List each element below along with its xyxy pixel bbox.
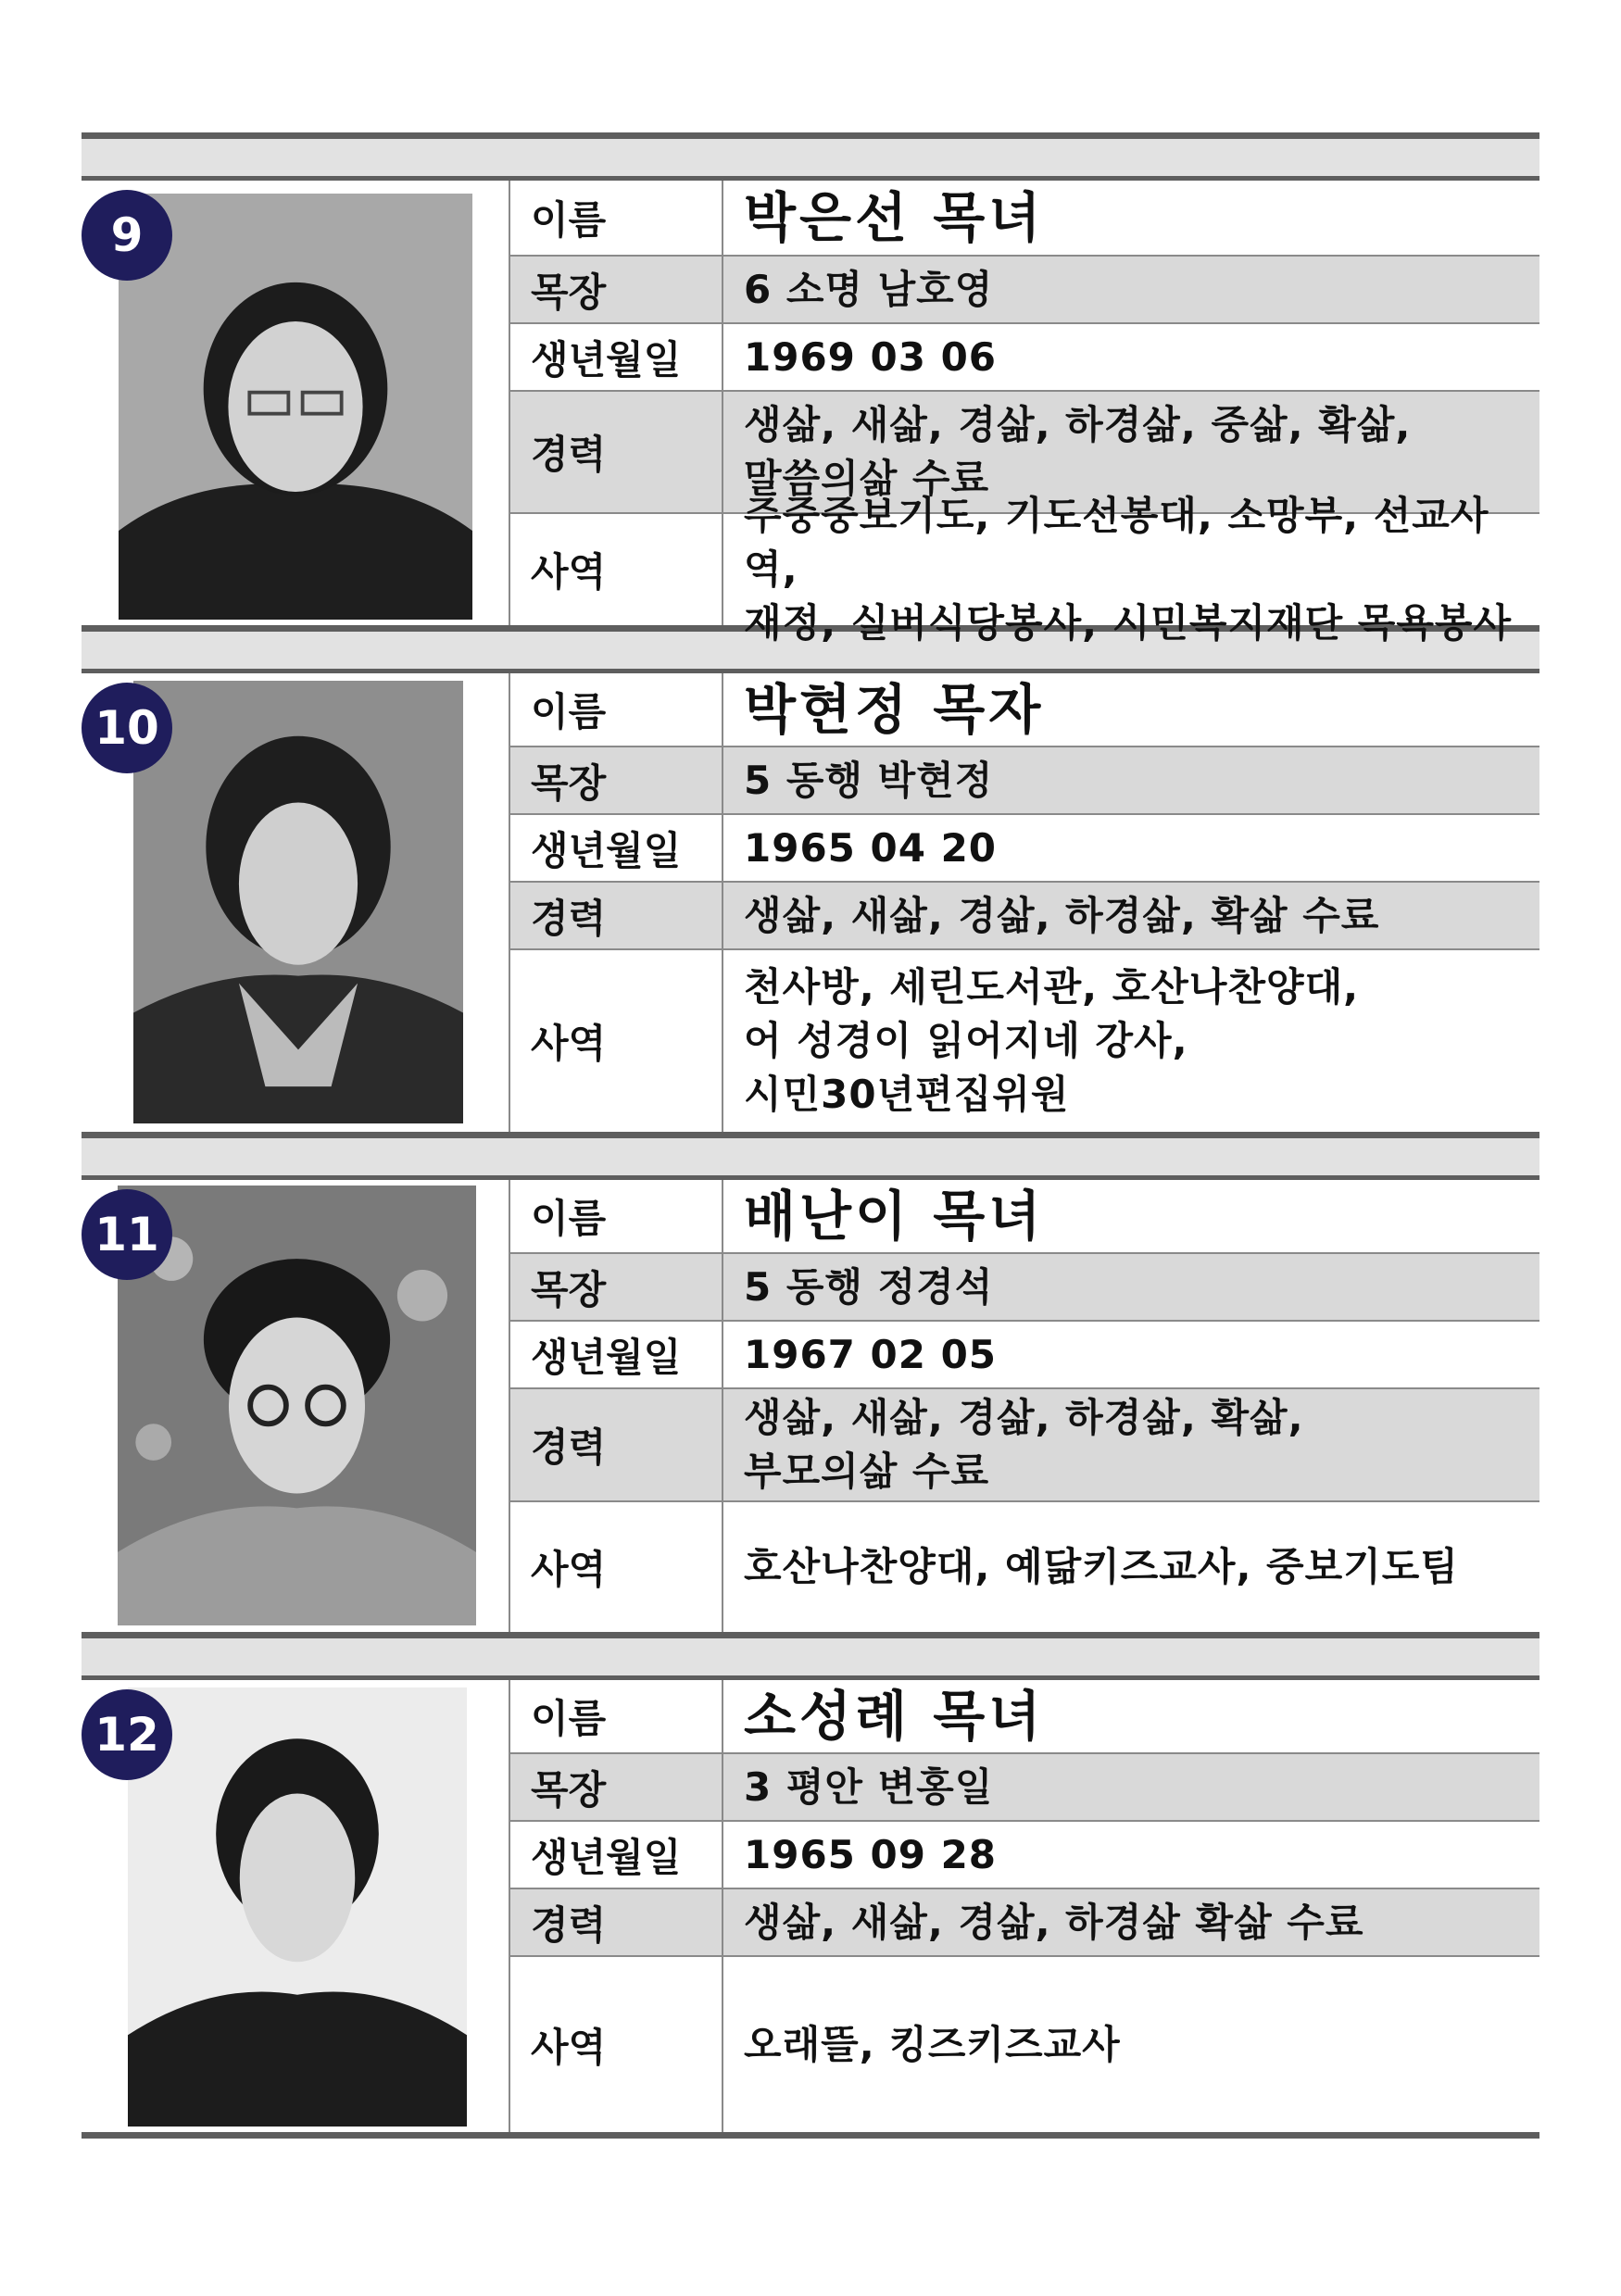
label-mokjang: 목장 [510, 1254, 723, 1320]
row-career [510, 883, 1539, 950]
label-ministry: 사역 [510, 1957, 723, 2132]
row-mokjang [510, 257, 1539, 324]
portrait-photo [119, 194, 472, 620]
label-name: 이름 [510, 1680, 723, 1752]
value-mokjang: 6 소명 남호영 [744, 266, 994, 312]
photo-cell [82, 181, 510, 625]
label-mokjang: 목장 [510, 747, 723, 813]
career-line: 생삶, 새삶, 경삶, 하경삶, 확삶 수료 [744, 892, 1380, 938]
row-ministry [510, 950, 1539, 1132]
label-career: 경력 [510, 1389, 723, 1500]
career-line: 말씀의삶 수료 [744, 456, 990, 501]
value-ministry [723, 1957, 1539, 2132]
label-ministry: 사역 [510, 1502, 723, 1632]
label-birth: 생년월일 [510, 324, 723, 390]
value-name: 소성례 목녀 [744, 1685, 1045, 1748]
row-ministry [510, 1502, 1539, 1632]
info-table [510, 1680, 1539, 2132]
value-name: 박현정 목자 [744, 678, 1045, 741]
ministry-line: 주중중보기도, 기도선봉대, 소망부, 선교사역, [744, 493, 1489, 592]
photo-cell [82, 1180, 510, 1632]
label-career: 경력 [510, 1889, 723, 1955]
value-career [723, 883, 1539, 948]
profile-entry-9 [82, 181, 1539, 646]
label-ministry: 사역 [510, 514, 723, 625]
row-career [510, 1889, 1539, 1957]
label-birth: 생년월일 [510, 1822, 723, 1888]
portrait-photo [128, 1687, 467, 2127]
label-birth: 생년월일 [510, 1322, 723, 1387]
row-ministry [510, 493, 1539, 646]
row-name [510, 673, 1539, 747]
info-table [510, 673, 1539, 1132]
ministry-line: 오래뜰, 킹즈키즈교사 [744, 2021, 1121, 2067]
value-birth: 1965 09 28 [744, 1831, 998, 1877]
label-ministry: 사역 [510, 950, 723, 1132]
ministry-line: 재정, 실버식당봉사, 시민복지재단 목욕봉사 [744, 600, 1513, 646]
ministry-line: 시민30년편집위원 [744, 1072, 1070, 1117]
entry-number-badge: 10 [82, 683, 172, 773]
row-name [510, 181, 1539, 257]
photo-cell [82, 1680, 510, 2132]
row-mokjang [510, 1254, 1539, 1322]
value-birth: 1969 03 06 [744, 333, 998, 380]
row-birth [510, 815, 1539, 883]
row-mokjang [510, 747, 1539, 815]
row-career [510, 1389, 1539, 1502]
label-career: 경력 [510, 883, 723, 948]
photo-cell [82, 673, 510, 1132]
value-mokjang: 5 동행 박현정 [744, 757, 994, 803]
info-table [510, 1180, 1539, 1632]
bottom-rule [82, 2132, 1539, 2139]
row-birth [510, 1822, 1539, 1889]
ministry-line: 어 성경이 읽어지네 강사, [744, 1018, 1188, 1063]
ministry-line: 호산나찬양대, 예닮키즈교사, 중보기도팀 [744, 1544, 1459, 1589]
profile-entry-10 [82, 673, 1539, 1132]
row-ministry [510, 1957, 1539, 2132]
value-name: 박은선 목녀 [744, 186, 1045, 249]
label-birth: 생년월일 [510, 815, 723, 881]
section-band [82, 1132, 1539, 1180]
career-line: 생삶, 새삶, 경삶, 하경삶, 중삶, 확삶, [744, 402, 1412, 447]
value-name: 배난이 목녀 [744, 1185, 1045, 1248]
section-band [82, 132, 1539, 181]
entry-number-badge: 9 [82, 190, 172, 281]
value-birth: 1967 02 05 [744, 1331, 998, 1377]
profile-entry-11 [82, 1180, 1539, 1632]
value-ministry [723, 493, 1539, 646]
value-mokjang: 5 동행 정경석 [744, 1263, 994, 1310]
label-name: 이름 [510, 1180, 723, 1252]
entry-number-badge: 11 [82, 1189, 172, 1280]
value-career [723, 1889, 1539, 1955]
career-line: 생삶, 새삶, 경삶, 하경삶, 확삶, [744, 1395, 1304, 1440]
label-name: 이름 [510, 673, 723, 746]
profile-entry-12 [82, 1680, 1539, 2132]
row-mokjang [510, 1754, 1539, 1822]
entry-number-badge: 12 [82, 1689, 172, 1780]
row-name [510, 1680, 1539, 1754]
label-mokjang: 목장 [510, 257, 723, 322]
row-birth [510, 324, 1539, 392]
label-career: 경력 [510, 392, 723, 512]
value-ministry [723, 950, 1539, 1132]
value-birth: 1965 04 20 [744, 824, 998, 871]
ministry-line: 천사방, 세린도서관, 호산나찬양대, [744, 964, 1360, 1010]
portrait-photo [133, 681, 463, 1123]
career-line: 부모의삶 수료 [744, 1449, 990, 1494]
profile-sheet [82, 132, 1539, 2139]
label-name: 이름 [510, 181, 723, 255]
label-mokjang: 목장 [510, 1754, 723, 1820]
section-band [82, 1632, 1539, 1680]
info-table [510, 181, 1539, 646]
value-career [723, 1389, 1539, 1500]
row-name [510, 1180, 1539, 1254]
career-line: 생삶, 새삶, 경삶, 하경삶 확삶 수료 [744, 1899, 1364, 1945]
row-birth [510, 1322, 1539, 1389]
value-mokjang: 3 평안 변홍일 [744, 1763, 994, 1810]
value-ministry [723, 1502, 1539, 1632]
portrait-photo [118, 1186, 476, 1625]
